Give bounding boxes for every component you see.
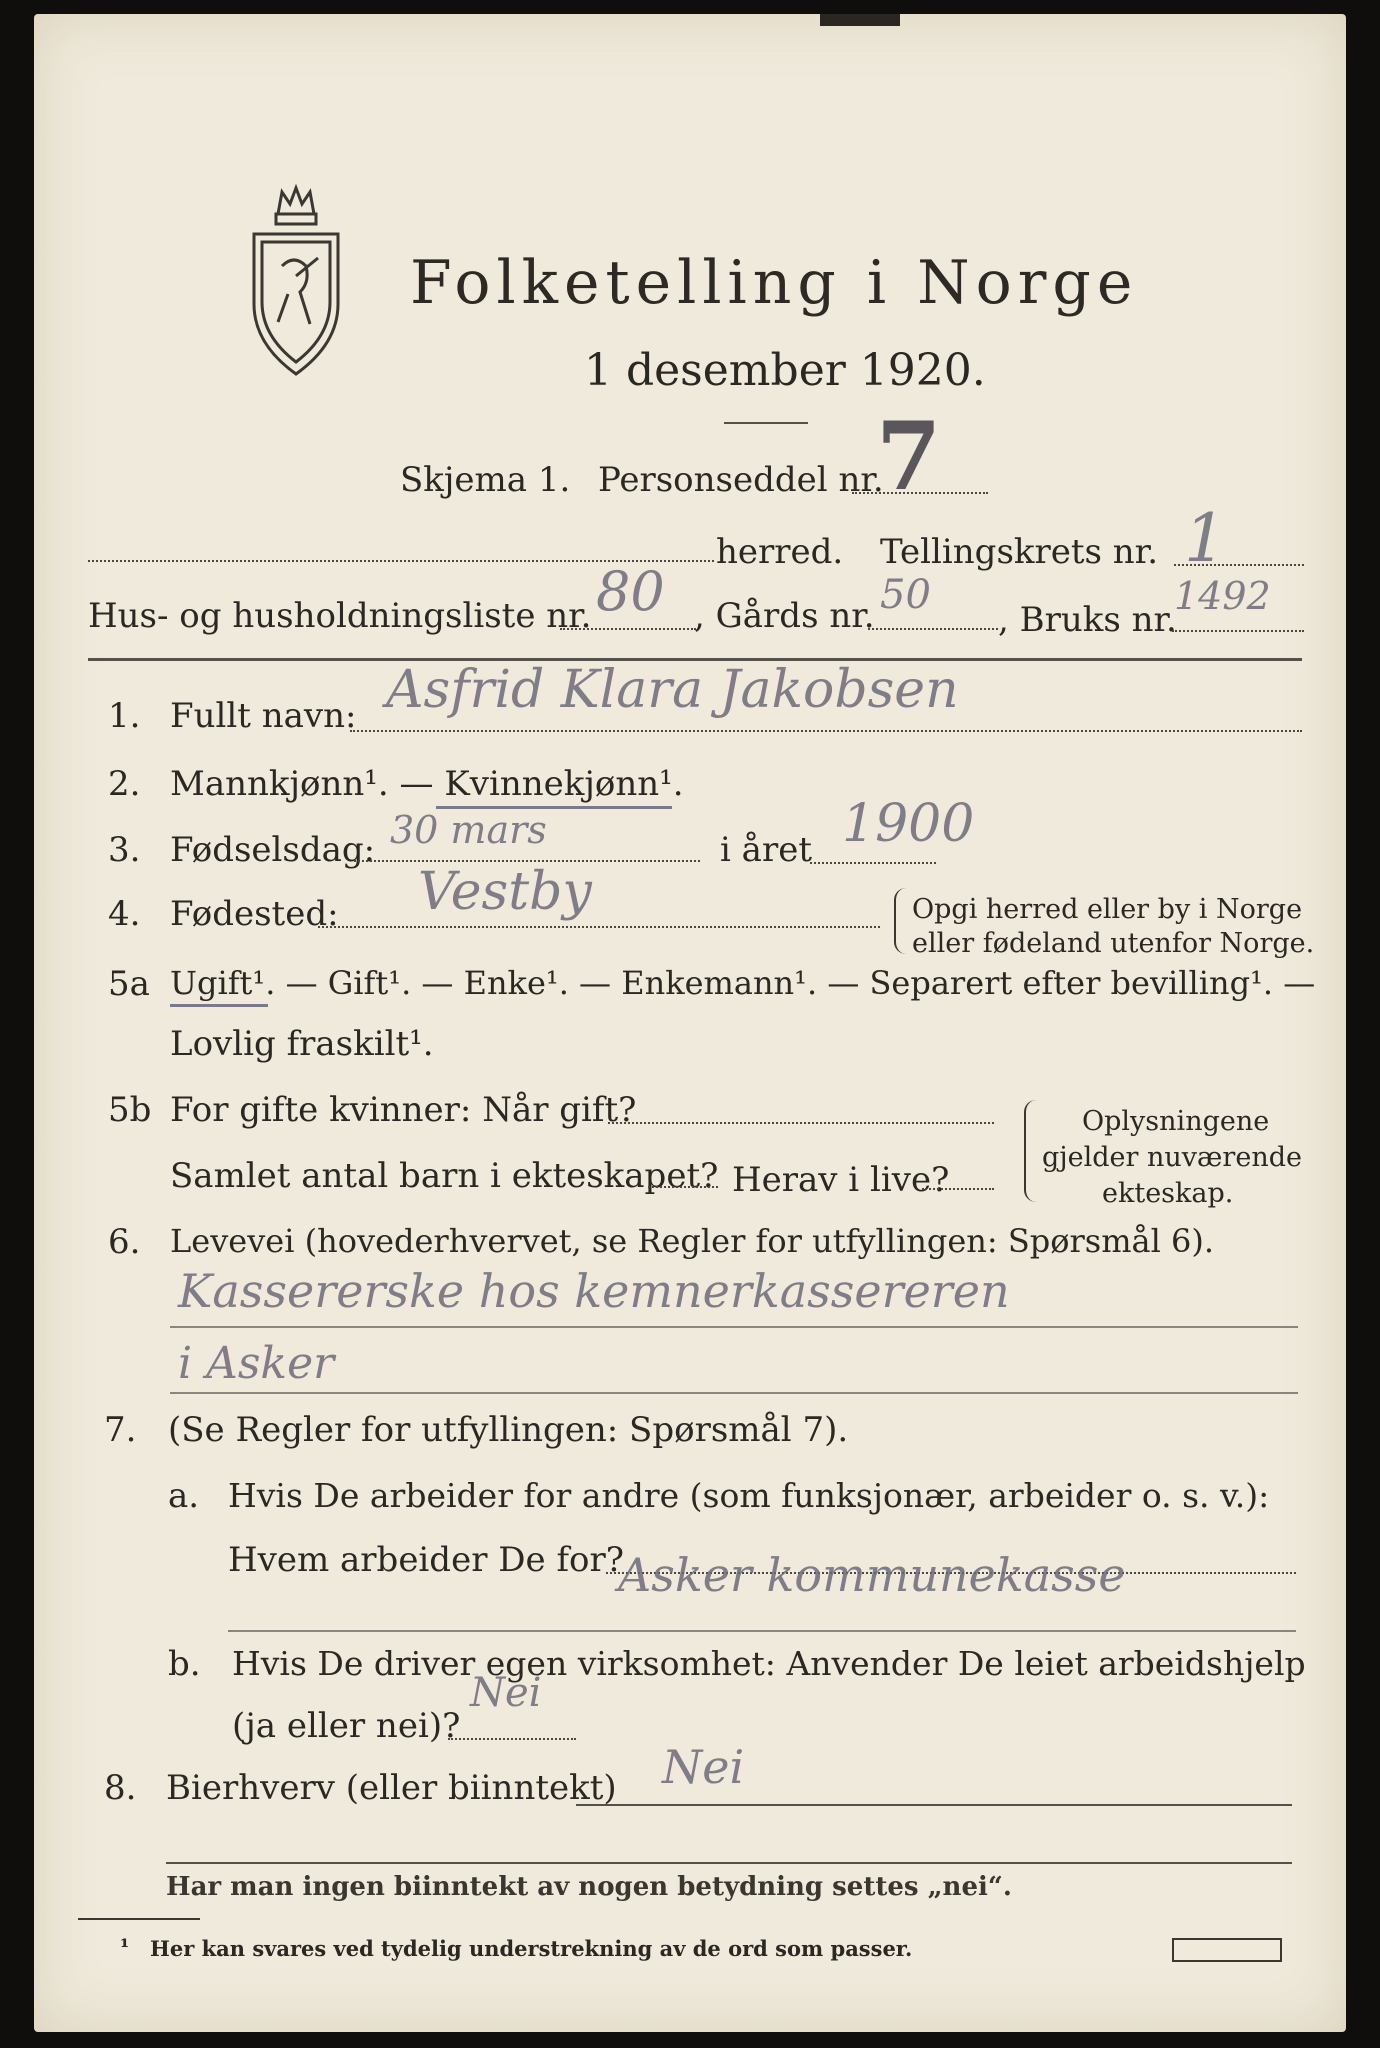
- schema-label: Skjema 1.: [400, 460, 571, 500]
- bruks-label: , Bruks nr.: [998, 600, 1177, 640]
- q2-number: 2.: [108, 764, 141, 804]
- q5b-note-line1: Oplysningene: [1082, 1106, 1270, 1137]
- q1-label: Fullt navn:: [170, 696, 357, 736]
- gards-number: 50: [880, 572, 931, 618]
- q3-label: Fødselsdag:: [170, 830, 376, 870]
- q5b-note-line3: ekteskap.: [1102, 1178, 1234, 1209]
- footnote-mark: ¹: [120, 1934, 130, 1959]
- marital-status-line2[interactable]: Lovlig fraskilt¹.: [170, 1024, 434, 1064]
- q4-note-line1: Opgi herred eller by i Norge: [912, 894, 1303, 925]
- q7b-line2: (ja eller nei)?: [232, 1706, 461, 1746]
- q1-number: 1.: [108, 696, 141, 736]
- marital-underline-mark: [170, 1004, 268, 1007]
- birth-year-answer: 1900: [842, 794, 975, 854]
- gards-field[interactable]: [868, 628, 998, 630]
- birthplace-field[interactable]: [318, 926, 880, 928]
- bruks-number: 1492: [1174, 574, 1271, 618]
- q3-number: 3.: [108, 830, 141, 870]
- q5a-number: 5a: [108, 964, 150, 1004]
- occupation-answer-line2: i Asker: [178, 1338, 335, 1389]
- q6-label: Levevei (hovederhvervet, se Regler for utfyllingen: Spørsmål 6).: [170, 1222, 1215, 1260]
- q7b-letter: b.: [168, 1644, 201, 1684]
- tellingskrets-label: Tellingskrets nr.: [880, 532, 1159, 572]
- year-label: i året: [720, 830, 812, 870]
- birthday-answer: 30 mars: [390, 808, 547, 852]
- binding-tab: [820, 14, 900, 26]
- personseddel-label: Personseddel nr.: [598, 460, 884, 500]
- birth-year-field[interactable]: [810, 862, 936, 864]
- husliste-label: Hus- og husholdningsliste nr.: [88, 596, 592, 636]
- q5b-note-line2: gjelder nuværende: [1042, 1142, 1302, 1173]
- q5b-note-brace: [1024, 1100, 1036, 1202]
- q7-label: (Se Regler for utfyllingen: Spørsmål 7).: [168, 1410, 849, 1450]
- occupation-line1[interactable]: [170, 1326, 1298, 1328]
- personseddel-number: 7: [876, 402, 942, 512]
- herred-label: herred.: [716, 532, 844, 572]
- husliste-number: 80: [596, 560, 665, 623]
- full-name-answer: Asfrid Klara Jakobsen: [386, 660, 959, 720]
- husliste-field[interactable]: [560, 628, 696, 630]
- children-alive-field[interactable]: [922, 1188, 994, 1190]
- coat-of-arms-icon: [248, 184, 344, 380]
- q6-number: 6.: [108, 1222, 141, 1262]
- hired-help-answer: Nei: [470, 1670, 542, 1716]
- side-income-line2[interactable]: [166, 1862, 1292, 1864]
- q4-number: 4.: [108, 894, 141, 934]
- footnote-text: Her kan svares ved tydelig understrekning av de ord som passer.: [150, 1936, 913, 1961]
- birthplace-answer: Vestby: [418, 862, 592, 922]
- q7-number: 7.: [104, 1410, 137, 1450]
- title-divider: [724, 422, 808, 424]
- employer-answer: Asker kommunekasse: [618, 1548, 1126, 1602]
- side-income-answer: Nei: [662, 1740, 745, 1794]
- tellingskrets-number: 1: [1184, 500, 1226, 577]
- q8-number: 8.: [104, 1768, 137, 1808]
- footer-note: Har man ingen biinntekt av nogen betydning settes „nei“.: [166, 1872, 1012, 1902]
- census-date: 1 desember 1920.: [584, 345, 986, 396]
- q5b-alive-label: Herav i live?: [732, 1160, 950, 1200]
- q7a-line2: Hvem arbeider De for?: [228, 1540, 624, 1580]
- side-income-field[interactable]: [576, 1804, 1292, 1806]
- occupation-line2[interactable]: [170, 1392, 1298, 1394]
- printer-stamp-logo: [1172, 1938, 1282, 1962]
- q8-label: Bierhverv (eller biinntekt): [166, 1768, 617, 1808]
- q5b-line1: For gifte kvinner: Når gift?: [170, 1090, 637, 1130]
- children-count-field[interactable]: [648, 1186, 718, 1188]
- form-title: Folketelling i Norge: [410, 248, 1139, 318]
- employer-line2[interactable]: [228, 1630, 1296, 1632]
- q5b-number: 5b: [108, 1090, 152, 1130]
- marital-status-options[interactable]: Ugift¹. — Gift¹. — Enke¹. — Enkemann¹. — Separert efter bevilling¹. —: [170, 964, 1316, 1002]
- footnote-divider: [78, 1918, 200, 1920]
- q7b-line1: Hvis De driver egen virksomhet: Anvender De leiet arbeidshjelp: [232, 1644, 1306, 1683]
- q7a-line1: Hvis De arbeider for andre (som funksjonær, arbeider o. s. v.):: [228, 1476, 1270, 1515]
- occupation-answer-line1: Kassererske hos kemnerkassereren: [178, 1264, 1010, 1318]
- marriage-date-field[interactable]: [608, 1122, 994, 1124]
- bruks-field[interactable]: [1172, 630, 1304, 632]
- hired-help-field[interactable]: [448, 1738, 576, 1740]
- gards-label: , Gårds nr.: [694, 596, 875, 636]
- q4-label: Fødested:: [170, 894, 339, 934]
- q7a-letter: a.: [168, 1476, 200, 1516]
- gender-options[interactable]: Mannkjønn¹. — Kvinnekjønn¹.: [170, 764, 684, 804]
- full-name-field[interactable]: [350, 730, 1302, 732]
- q5b-children-label: Samlet antal barn i ekteskapet?: [170, 1156, 719, 1196]
- q4-note-brace: [894, 888, 906, 954]
- q4-note-line2: eller fødeland utenfor Norge.: [912, 928, 1315, 959]
